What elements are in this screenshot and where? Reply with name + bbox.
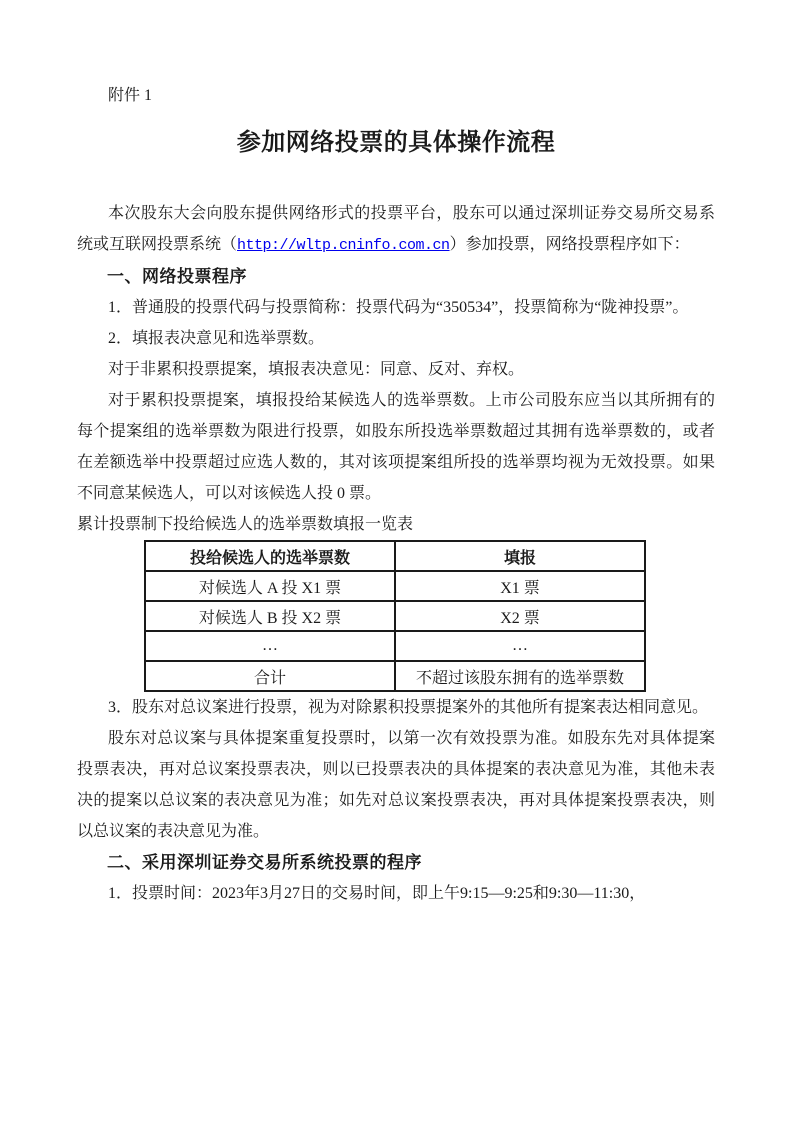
table-cell-total: 合计 (145, 661, 395, 691)
table-row (145, 631, 645, 661)
table-cell-ellipsis: … (145, 631, 395, 661)
attachment-label: 附件 1 (108, 87, 153, 104)
paragraph-repeat-vote: 股东对总议案与具体提案重复投票时，以第一次有效投票为准。如股东先对具体提案投票表决，再对总议案投票表决，则以已投票表决的具体提案的表决意见为准，其他未表决的提案以总议案的表决意见为准；如先对总议案投票表决，再对具体提案投票表决，则以总议案的表决意见为准。 (77, 730, 715, 840)
paragraph-fill-in: 2．填报表决意见和选举票数。 (108, 330, 325, 347)
voting-website-link[interactable]: http://wltp.cninfo.com.cn (237, 237, 450, 254)
table-cell-ellipsis-fill: … (395, 631, 645, 661)
section-two-heading: 二、采用深圳证券交易所系统投票的程序 (107, 853, 422, 872)
table-caption: 累计投票制下投给候选人的选举票数填报一览表 (77, 516, 414, 533)
table-row (145, 571, 645, 601)
table-cell-candidate-a-fill: X1 票 (395, 571, 645, 601)
intro-paragraph (77, 198, 715, 261)
intro-text-before-link: 本次股东大会向股东提供网络形式的投票平台，股东可以通过深圳证券交易所交易系统或互联网投票系统（ (77, 205, 715, 253)
table-header-votes-for-candidate: 投给候选人的选举票数 (145, 541, 395, 571)
document-title: 参加网络投票的具体操作流程 (236, 130, 556, 156)
table-cell-candidate-b-fill: X2 票 (395, 601, 645, 631)
intro-text-after-link: ）参加投票，网络投票程序如下： (449, 236, 690, 253)
table-cell-candidate-b: 对候选人 B 投 X2 票 (145, 601, 395, 631)
table-cell-candidate-a: 对候选人 A 投 X1 票 (145, 571, 395, 601)
paragraph-vote-time: 1．投票时间：2023年3月27日的交易时间，即上午9:15—9:25和9:30—11:30， (108, 885, 646, 902)
section-one-heading: 一、网络投票程序 (107, 267, 247, 286)
table-row (145, 601, 645, 631)
paragraph-non-cumulative: 对于非累积投票提案，填报表决意见：同意、反对、弃权。 (108, 361, 525, 378)
table-header-fill-in: 填报 (395, 541, 645, 571)
paragraph-cumulative: 对于累积投票提案，填报投给某候选人的选举票数。上市公司股东应当以其所拥有的每个提案组的选举票数为限进行投票，如股东所投选举票数超过其拥有选举票数的，或者在差额选举中投票超过应选人数的，其对该项提案组所投的选举票均视为无效投票。如果不同意某候选人，可以对该候选人投 0 票。 (77, 392, 715, 502)
table-cell-total-fill: 不超过该股东拥有的选举票数 (395, 661, 645, 691)
vote-allocation-table (144, 540, 646, 692)
paragraph-vote-code: 1．普通股的投票代码与投票简称：投票代码为“350534”，投票简称为“陇神投票”。 (108, 299, 689, 316)
table-row (145, 661, 645, 691)
table-header-row (145, 541, 645, 571)
paragraph-general-motion: 3．股东对总议案进行投票，视为对除累积投票提案外的其他所有提案表达相同意见。 (108, 699, 709, 716)
